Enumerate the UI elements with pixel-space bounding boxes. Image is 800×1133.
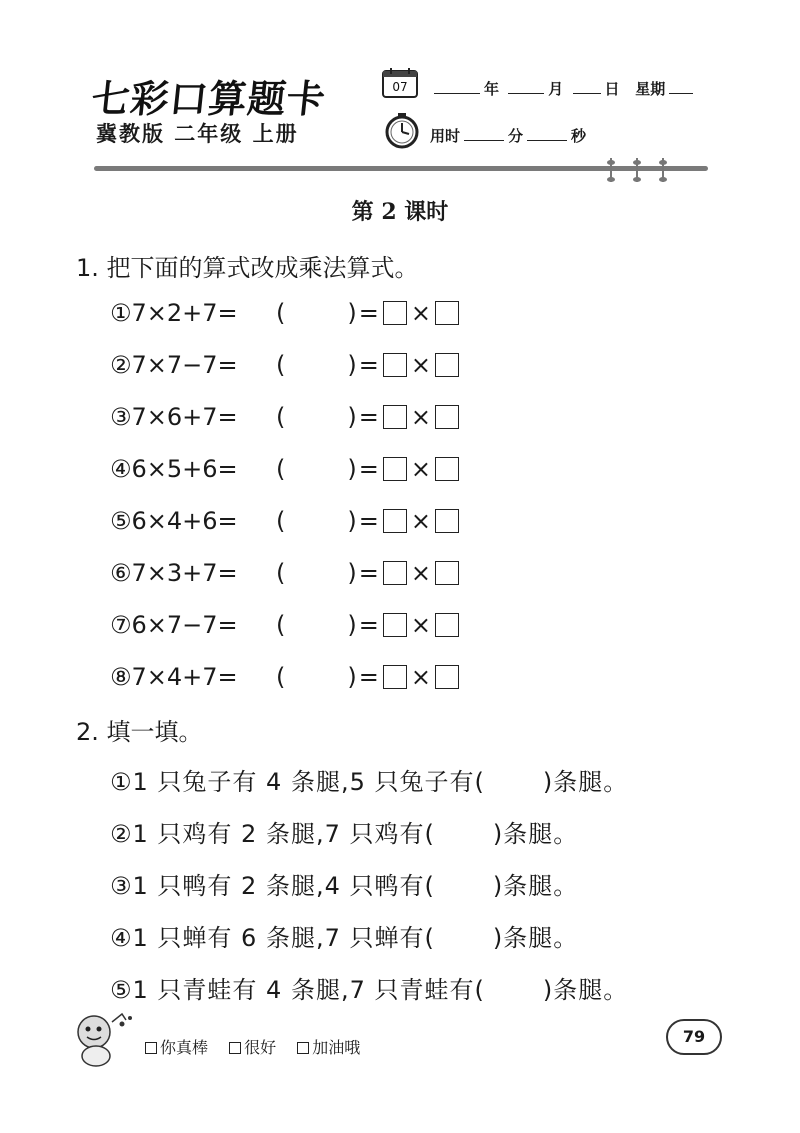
open-paren: ( bbox=[276, 559, 286, 587]
day-label: 日 bbox=[604, 80, 620, 98]
calendar-icon bbox=[382, 68, 418, 98]
factor-box[interactable] bbox=[383, 613, 407, 637]
factor-box[interactable] bbox=[435, 405, 459, 429]
times-sign: × bbox=[410, 351, 431, 379]
problem-tail: )条腿。 bbox=[542, 768, 629, 796]
equals-sign: = bbox=[358, 299, 379, 327]
conversion-row bbox=[110, 558, 461, 588]
times-sign: × bbox=[410, 299, 431, 327]
open-paren: ( bbox=[276, 507, 286, 535]
header-divider bbox=[94, 166, 708, 171]
conversion-row bbox=[110, 662, 461, 692]
addition-expression: ③7×6+7= bbox=[110, 403, 238, 431]
date-fields bbox=[430, 78, 697, 99]
equals-sign: = bbox=[358, 559, 379, 587]
binder-ring-icon bbox=[610, 158, 612, 182]
open-paren: ( bbox=[276, 403, 286, 431]
problem-tail: )条腿。 bbox=[492, 924, 579, 952]
problem-text: ①1 只兔子有 4 条腿,5 只兔子有( bbox=[110, 768, 485, 796]
factor-box[interactable] bbox=[383, 301, 407, 325]
clock-icon bbox=[383, 113, 421, 149]
problem-text: ②1 只鸡有 2 条腿,7 只鸡有( bbox=[110, 820, 435, 848]
calendar-day: 07 bbox=[392, 80, 408, 94]
open-paren: ( bbox=[276, 351, 286, 379]
minutes-label: 分 bbox=[508, 127, 524, 145]
binder-ring-icon bbox=[662, 158, 664, 182]
equals-sign: = bbox=[358, 507, 379, 535]
close-paren: ) bbox=[347, 403, 357, 431]
weekday-label: 星期 bbox=[635, 80, 666, 98]
problem-tail: )条腿。 bbox=[492, 872, 579, 900]
factor-box[interactable] bbox=[435, 509, 459, 533]
rating-option[interactable]: 很好 bbox=[229, 1035, 276, 1058]
close-paren: ) bbox=[347, 299, 357, 327]
factor-box[interactable] bbox=[435, 353, 459, 377]
close-paren: ) bbox=[347, 611, 357, 639]
close-paren: ) bbox=[347, 507, 357, 535]
question-2-title: 2. 填一填。 bbox=[76, 718, 203, 746]
weekday-blank[interactable] bbox=[669, 79, 693, 94]
times-sign: × bbox=[410, 559, 431, 587]
factor-box[interactable] bbox=[383, 665, 407, 689]
month-blank[interactable] bbox=[508, 79, 544, 94]
equals-sign: = bbox=[358, 403, 379, 431]
fill-in-row bbox=[110, 970, 628, 1005]
close-paren: ) bbox=[347, 455, 357, 483]
close-paren: ) bbox=[347, 559, 357, 587]
factor-box[interactable] bbox=[383, 561, 407, 585]
conversion-row bbox=[110, 298, 461, 328]
conversion-row bbox=[110, 402, 461, 432]
conversion-row bbox=[110, 506, 461, 536]
problem-tail: )条腿。 bbox=[492, 820, 579, 848]
addition-expression: ⑧7×4+7= bbox=[110, 663, 238, 691]
rating-checkbox[interactable] bbox=[145, 1042, 157, 1054]
times-sign: × bbox=[410, 663, 431, 691]
fill-in-row bbox=[110, 814, 578, 849]
factor-box[interactable] bbox=[435, 665, 459, 689]
rating-checkbox[interactable] bbox=[297, 1042, 309, 1054]
times-sign: × bbox=[410, 455, 431, 483]
times-sign: × bbox=[410, 611, 431, 639]
factor-box[interactable] bbox=[435, 561, 459, 585]
month-label: 月 bbox=[548, 80, 564, 98]
fill-in-row bbox=[110, 918, 578, 953]
times-sign: × bbox=[410, 403, 431, 431]
year-blank[interactable] bbox=[434, 79, 480, 94]
rating-checkbox[interactable] bbox=[229, 1042, 241, 1054]
addition-expression: ①7×2+7= bbox=[110, 299, 238, 327]
open-paren: ( bbox=[276, 611, 286, 639]
time-fields bbox=[430, 125, 586, 146]
minutes-blank[interactable] bbox=[464, 126, 504, 141]
lesson-title: 第 2 课时 bbox=[351, 199, 449, 225]
factor-box[interactable] bbox=[383, 457, 407, 481]
conversion-row bbox=[110, 610, 461, 640]
seconds-blank[interactable] bbox=[527, 126, 567, 141]
problem-text: ⑤1 只青蛙有 4 条腿,7 只青蛙有( bbox=[110, 976, 485, 1004]
rating-options bbox=[145, 1035, 376, 1058]
equals-sign: = bbox=[358, 455, 379, 483]
addition-expression: ⑤6×4+6= bbox=[110, 507, 238, 535]
problem-text: ③1 只鸭有 2 条腿,4 只鸭有( bbox=[110, 872, 435, 900]
close-paren: ) bbox=[347, 351, 357, 379]
question-1-title: 1. 把下面的算式改成乘法算式。 bbox=[76, 254, 419, 282]
day-blank[interactable] bbox=[573, 79, 601, 94]
problem-tail: )条腿。 bbox=[542, 976, 629, 1004]
factor-box[interactable] bbox=[435, 301, 459, 325]
close-paren: ) bbox=[347, 663, 357, 691]
conversion-row bbox=[110, 454, 461, 484]
addition-expression: ④6×5+6= bbox=[110, 455, 238, 483]
time-used-label: 用时 bbox=[430, 127, 461, 145]
edition-subtitle: 冀教版 二年级 上册 bbox=[96, 122, 299, 146]
factor-box[interactable] bbox=[383, 509, 407, 533]
fill-in-row bbox=[110, 866, 578, 901]
factor-box[interactable] bbox=[383, 405, 407, 429]
factor-box[interactable] bbox=[435, 457, 459, 481]
rating-option[interactable]: 加油哦 bbox=[297, 1035, 360, 1058]
addition-expression: ⑦6×7−7= bbox=[110, 611, 238, 639]
page-number: 79 bbox=[666, 1019, 722, 1055]
addition-expression: ⑥7×3+7= bbox=[110, 559, 238, 587]
binder-ring-icon bbox=[636, 158, 638, 182]
mascot-image bbox=[68, 1008, 136, 1068]
problem-text: ④1 只蝉有 6 条腿,7 只蝉有( bbox=[110, 924, 435, 952]
year-label: 年 bbox=[484, 80, 500, 98]
times-sign: × bbox=[410, 507, 431, 535]
factor-box[interactable] bbox=[383, 353, 407, 377]
factor-box[interactable] bbox=[435, 613, 459, 637]
open-paren: ( bbox=[276, 299, 286, 327]
brand-title: 七彩口算题卡 bbox=[89, 76, 329, 121]
conversion-row bbox=[110, 350, 461, 380]
equals-sign: = bbox=[358, 663, 379, 691]
open-paren: ( bbox=[276, 663, 286, 691]
rating-option[interactable]: 你真棒 bbox=[145, 1035, 208, 1058]
open-paren: ( bbox=[276, 455, 286, 483]
fill-in-row bbox=[110, 762, 628, 797]
equals-sign: = bbox=[358, 611, 379, 639]
seconds-label: 秒 bbox=[571, 127, 587, 145]
equals-sign: = bbox=[358, 351, 379, 379]
addition-expression: ②7×7−7= bbox=[110, 351, 238, 379]
